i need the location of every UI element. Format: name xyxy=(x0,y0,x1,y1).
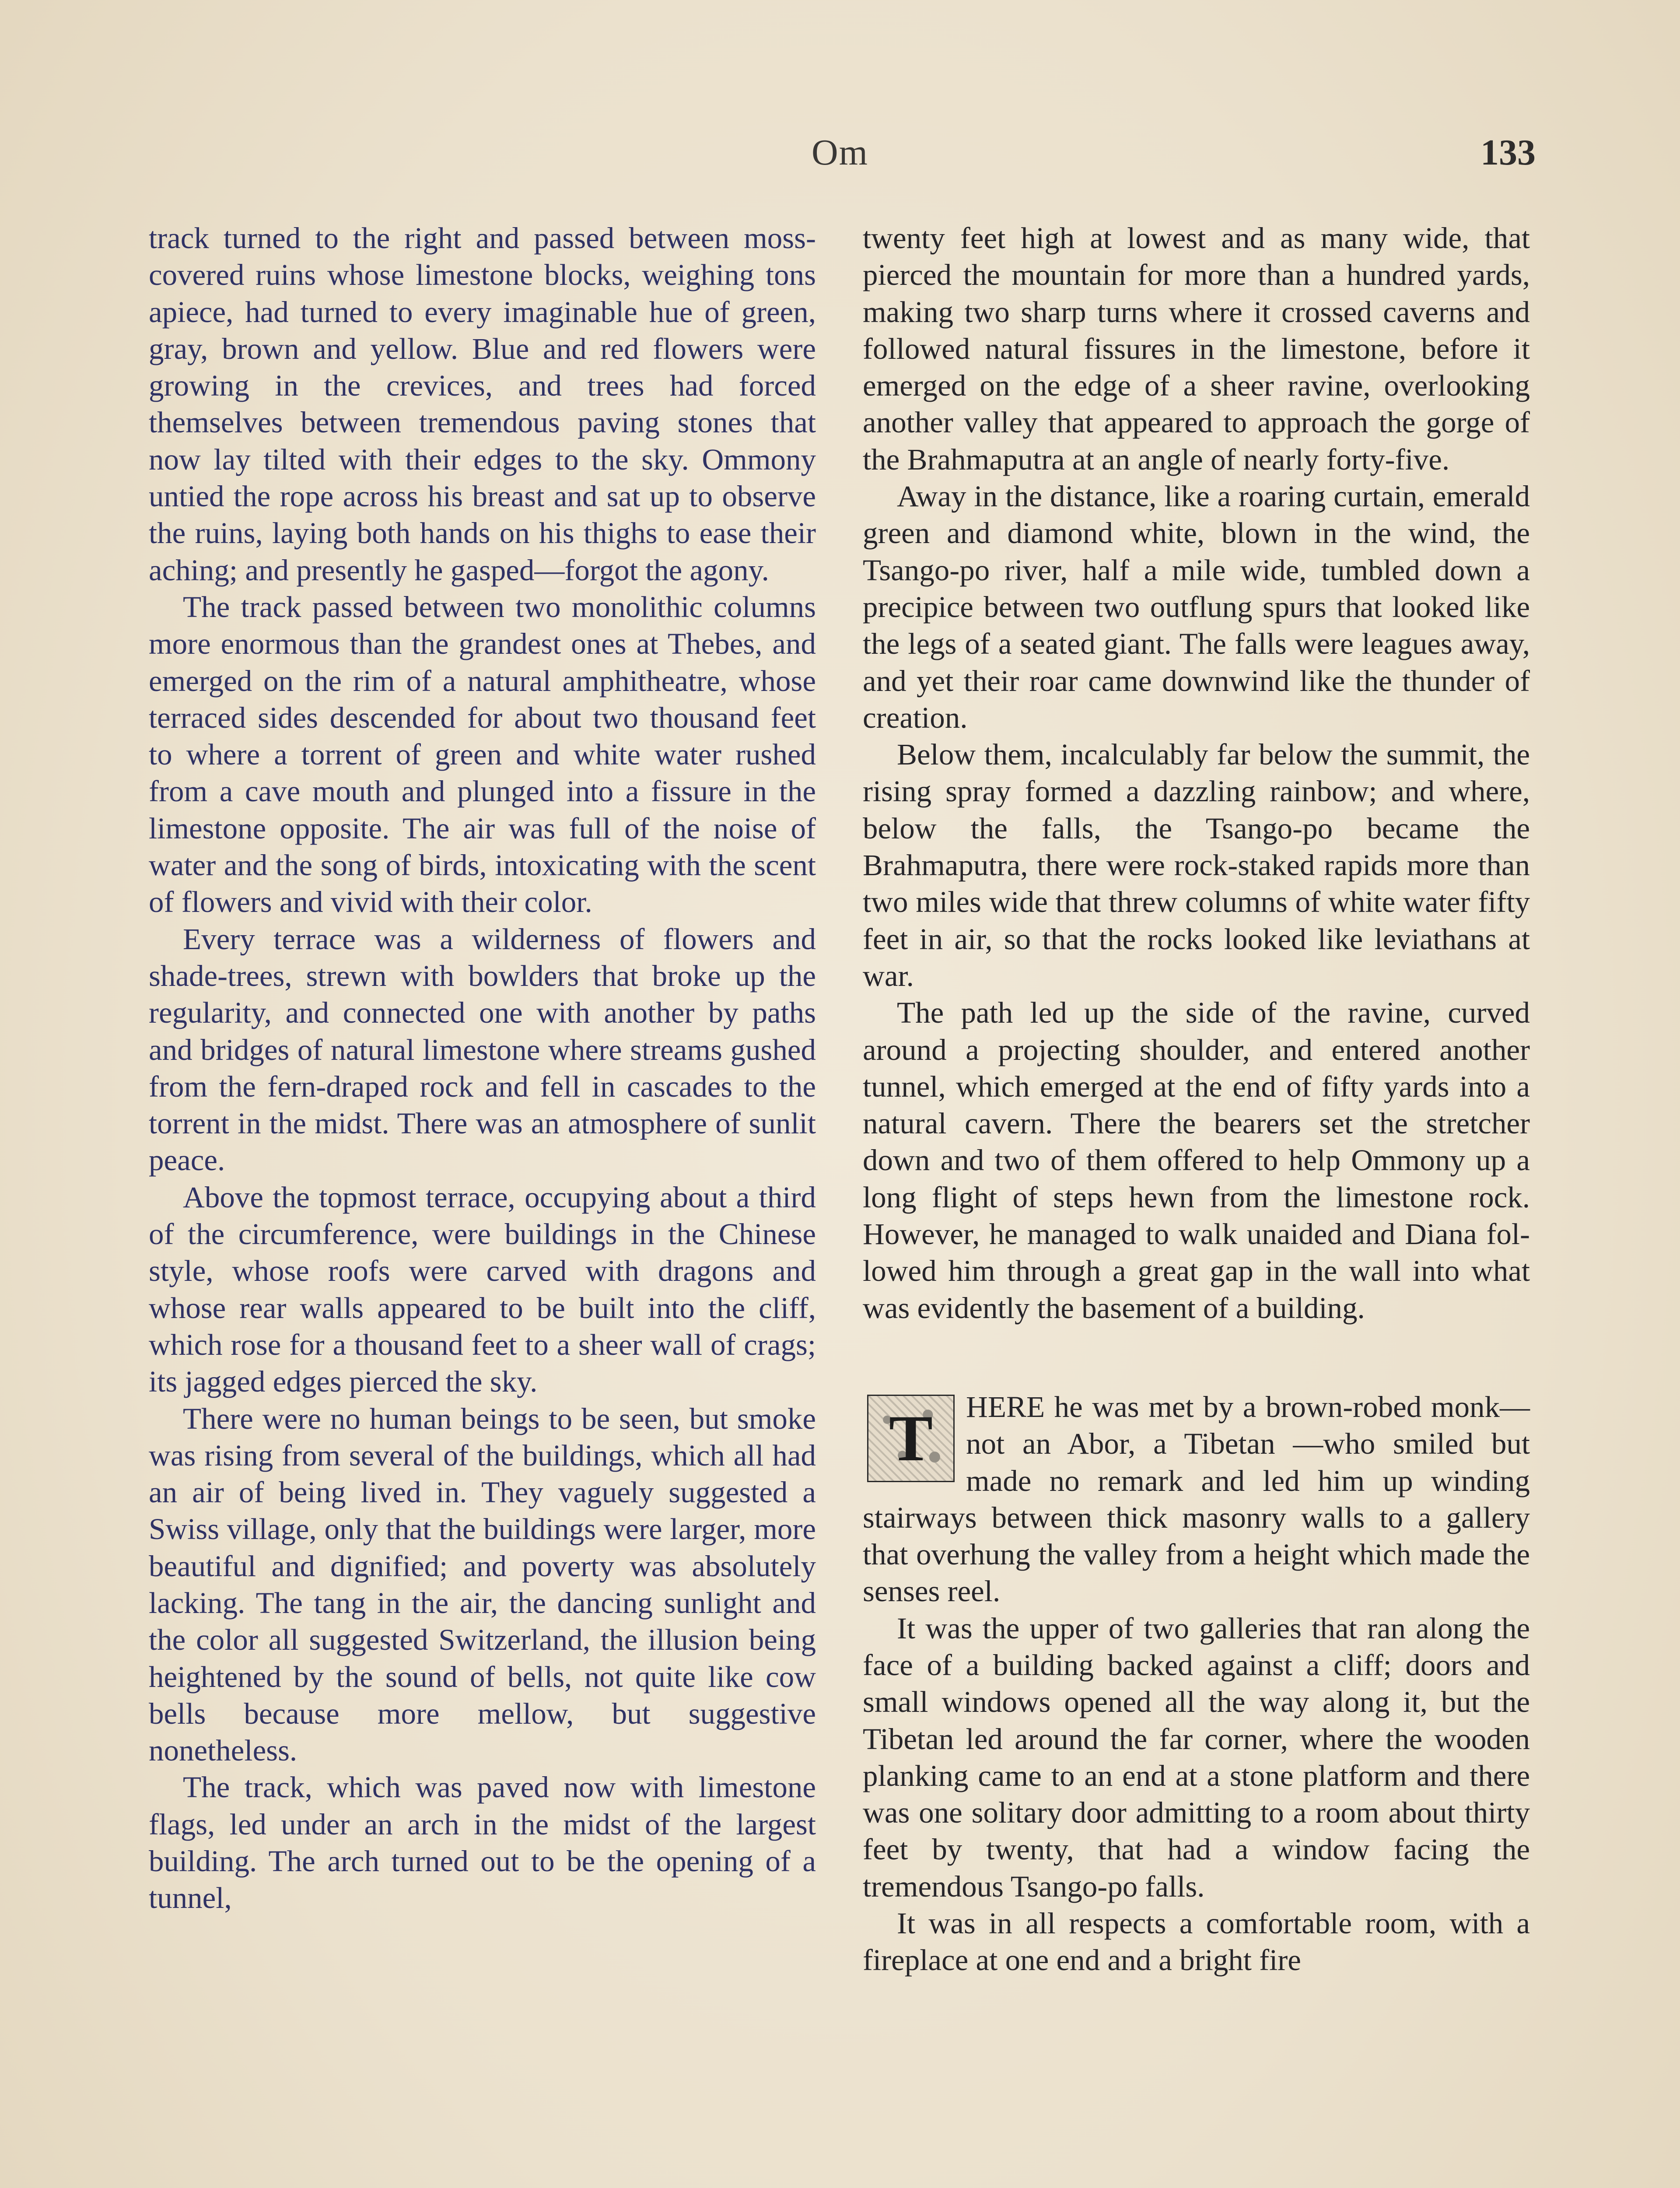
paragraph: Every terrace was a wilderness of flowers and shade-trees, strewn with bowlders that broke up the regularity, and connected one with another by paths and bridges of natural limestone where streams gushed from the fern-draped rock and fell in cascades to the torrent in the midst. There was an atmosphere of sunlit peace. xyxy=(149,922,816,1177)
page-number: 133 xyxy=(1480,132,1536,173)
dropcap-paragraph xyxy=(863,1389,1530,1610)
paragraph: The track passed between two monolithic columns more enormous than the grandest ones at Thebes, and emerged on the rim of a natural amphitheatre, whose terraced sides descended for about two thousand feet to where a torrent of green and white water rushed from a cave mouth and plunged into a fissure in the limestone opposite. The air was full of the noise of water and the song of birds, intoxicating with the scent of flowers and vivid with their color. xyxy=(149,590,816,919)
ornamental-dropcap-icon xyxy=(867,1395,955,1482)
dropcap-paragraph-text: HERE he was met by a brown-robed monk—not an Abor, a Tibetan —who smiled but made no remark and led him up winding stairways between thick masonry walls to a gallery that overhung the valley from a height which made the senses reel. xyxy=(863,1390,1530,1608)
running-title: Om xyxy=(812,132,868,173)
paragraph: The path led up the side of the ravine, curved around a projecting shoulder, and entered another tunnel, which emerged at the end of fifty yards into a natural cavern. There the bearers set the stretcher down and two of them offered to help Ommony up a long flight of steps hewn from the limestone rock. However, he managed to walk unaided and Diana followed him through a great gap in the wall into what was evidently the basement of a building. xyxy=(863,996,1530,1325)
paragraph: Below them, incalculably far below the summit, the rising spray formed a dazzling rainbow; and where, below the falls, the Tsango-po became the Brahmaputra, there were rock-staked rapids more than two miles wide that threw columns of white water fifty feet in air, so that the rocks looked like leviathans at war. xyxy=(863,738,1530,992)
paragraph: The track, which was paved now with limestone flags, led under an arch in the midst of the largest building. The arch turned out to be the opening of a tunnel, xyxy=(149,1771,816,1915)
paragraph: Away in the distance, like a roaring curtain, emerald green and diamond white, blown in the wind, the Tsango-po river, half a mile wide, tumbled down a precipice between two outflung spurs that looked like the legs of a seated giant. The falls were leagues away, and yet their roar came downwind like the thunder of creation. xyxy=(863,480,1530,734)
dropcap-letter: T xyxy=(868,1396,953,1481)
paragraph: twenty feet high at lowest and as many wide, that pierced the mountain for more than a hundred yards, making two sharp turns where it crossed caverns and followed natural fissures in the limestone, before it emerged on the edge of a sheer ravine, overlooking another valley that appeared to approach the gorge of the Brahmaputra at an angle of nearly forty-five. xyxy=(863,221,1530,476)
paragraph: It was the upper of two galleries that ran along the face of a building backed against a cliff; doors and small windows opened all the way along it, but the Tibetan led around the far corner, where the wooden planking came to an end at a stone platform and there was one solitary door admitting to a room about thirty feet by twenty, that had a window facing the tremendous Tsango-po falls. xyxy=(863,1611,1530,1903)
paragraph: There were no human beings to be seen, but smoke was rising from several of the buildings, which all had an air of being lived in. They vaguely suggested a Swiss village, only that the buildings were larger, more beautiful and dignified; and poverty was absolutely lacking. The tang in the air, the dancing sunlight and the color all suggested Switzerland, the illusion being heightened by the sound of bells, not quite like cow bells because more mellow, but suggestive nonetheless. xyxy=(149,1402,816,1767)
left-column xyxy=(149,220,816,1917)
paragraph: It was in all respects a comfortable room, with a fireplace at one end and a bright fire xyxy=(863,1907,1530,1977)
right-column xyxy=(863,220,1530,1979)
paragraph: Above the topmost terrace, occupying about a third of the circumference, were buildings in the Chinese style, whose roofs were carved with dragons and whose rear walls appeared to be built into the cliff, which rose for a thousand feet to a sheer wall of crags; its jagged edges pierced the sky. xyxy=(149,1180,816,1399)
section-break xyxy=(863,1326,1530,1389)
paragraph: track turned to the right and passed between moss-covered ruins whose limestone blocks, weighing tons apiece, had turned to every imaginable hue of green, gray, brown and yellow. Blue and red flowers were growing in the crevices, and trees had forced themselves between tremendous paving stones that now lay tilted with their edges to the sky. Ommony untied the rope across his breast and sat up to observe the ruins, laying both hands on his thighs to ease their aching; and presently he gasped—forgot the agony. xyxy=(149,221,816,587)
